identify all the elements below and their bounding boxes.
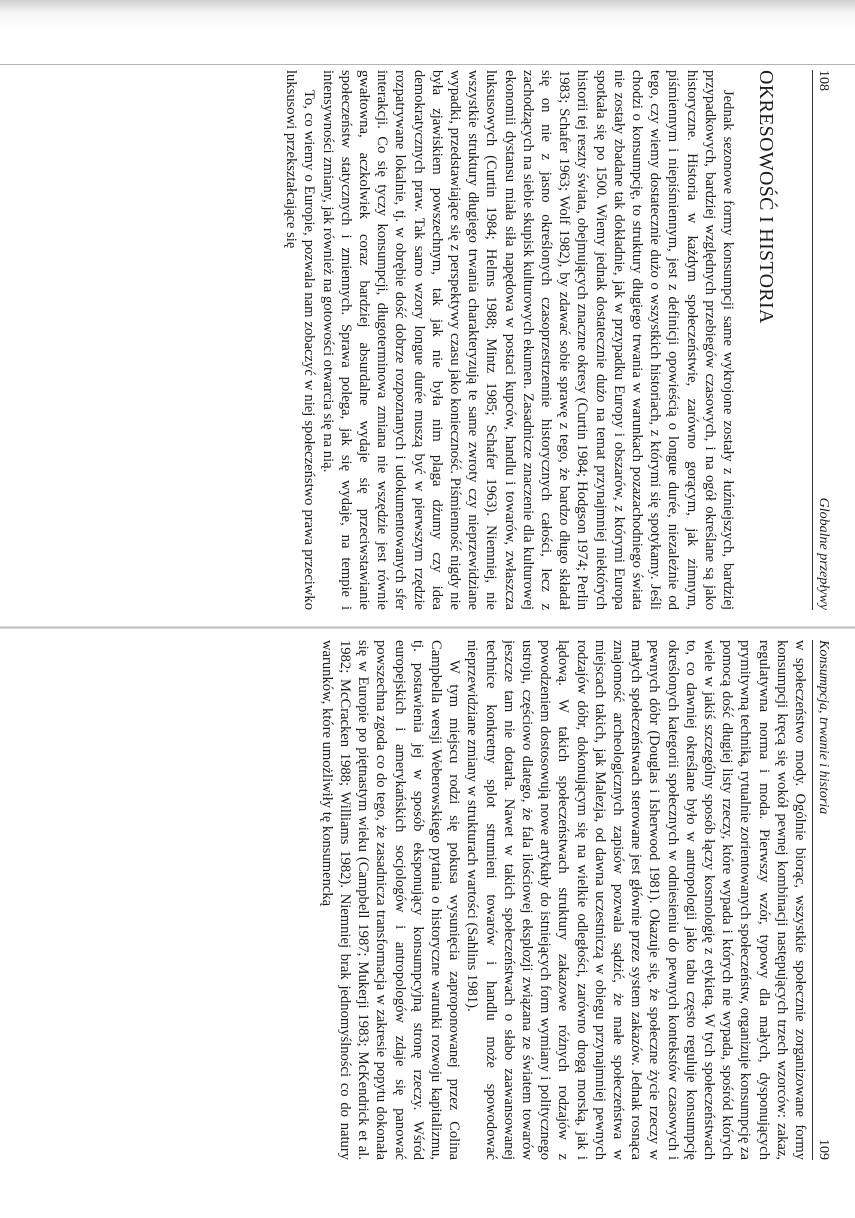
right-page-number: 109 <box>816 1139 831 1160</box>
right-page <box>0 640 855 1160</box>
left-page-number: 108 <box>816 70 831 91</box>
paragraph: To, co wiemy o Europie, pozwala nam zobaczyć w niej społeczeństwo prawa przeciwko luksusowi przekształcające się <box>283 70 318 610</box>
left-running-head: Globalne przepływy <box>816 497 831 610</box>
paragraph: W tym miejscu rodzi się pokusa wysunięcia zaproponowanej przez Colina Campbella wersji Weberowskiego pytania o historyczne warunki rozwoju kapitalizmu, tj. postawienia jej w sposób eksponujący konsumpcyjną stronę rzeczy. Wśród europejskich i amerykańskich socjologów i antropologów zdaje się panować powszechna zgoda co do tego, że zasadnicza transformacja w zakresie popytu dokonała się w Europie po piętnastym wieku (Campbell 1987; Mukerji 1983; McKendrick et al. 1982; McCracken 1988; Williams 1982). Niemniej brak jednomyślności co do natury warunków, które umożliwiły tę konsumencką <box>318 640 463 1160</box>
right-page-header <box>812 640 833 1160</box>
chapter-title: OKRESOWOŚĆ I HISTORIA <box>755 70 777 324</box>
right-running-head: Konsumpcja, trwanie i historia <box>816 640 831 815</box>
left-page <box>0 70 855 610</box>
paragraph: Jednak sezonowe formy konsumpcji same wykrojone zostały z łuźniejszych, bardziej przypadkowych, bardziej względnych przebiegów czasowych, i na ogół określane są jako historyczne. Historia w każdym społeczeństwie, zarówno gorącym, jak zimnym, piśmiennym i niepiśmiennym, jest z definicji opowieścią o longue durée, niezależnie od tego, czy wiemy dostatecznie dużo o wszystkich historiach, z którymi się spotykamy. Jeśli chodzi o konsumpcję, to struktury długiego trwania w warunkach pozazachodniego świata nie zostały zbadane tak dokładnie, jak w przypadku Europy i obszarów, z którymi Europa spotkała się po 1500. Wiemy jednak dostatecznie dużo na temat przynajmniej niektórych historii tej reszty świata, obejmujących znaczne okresy (Curtin 1984; Hodgson 1974; Perlin 1983; Schafer 1963; Wolf 1982), by zdawać sobie sprawę z tego, że bardzo długo składał się on nie z jasno określonych czasoprzestrzennie historycznych całości, lecz z zachodzących na siebie skupisk kulturowych ekumen. Zasadnicze znaczenie dla kulturowej ekonomii dystansu miała siła napędowa w postaci kupców, handlu i towarów, zwłaszcza luksusowych (Curtin 1984; Helms 1988; Mintz 1985; Schafer 1963). Niemniej, nie wszystkie struktury długiego trwania charakteryzują te same zwroty czy nieprzewidziane wypadki, przedstawiające się z perspektywy czasu jako konieczność. Piśmienność nigdy nie była zjawiskiem powszechnym, tak jak nie była nim plaga dżumy czy idea demokratycznych praw. Tak samo wzory longue durée muszą być w pierwszym rzędzie rozpatrywane lokalnie, tj. w obrębie dość dobrze rozpoznanych i udokumentowanych sfer interakcji. Co się tyczy konsumpcji, długoterminowa zmiana nie wszędzie jest równie gwałtowna, aczkolwiek coraz bardziej absurdalne wydaje się przeciwstawianie społeczeństw statycznych i zmiennych. Sprawa polega, jak się wydaje, na tempie i intensywności zmiany, jak również na gotowości otwarcia się na nią. <box>319 70 736 610</box>
right-page-body <box>9 640 809 1160</box>
left-page-header <box>812 70 833 610</box>
left-page-body <box>7 70 737 610</box>
paragraph: w społeczeństwo mody. Ogólnie biorąc, wszystkie społecznie zorganizowane formy konsumpcji kręcą się wokół pewnej kombinacji następujących trzech wzorców: zakaz, regulatywna norma i moda. Pierwszy wzór, typowy dla małych, dysponujących prymitywną techniką, rytualnie zorientowanych społeczeństw, organizuje konsumpcję za pomocą dość długiej listy rzeczy, które wypada i których nie wypada, spośród których wiele w jakiś szczególny sposób łączy kosmologię z etykietą. W tych społeczeństwach to, co dawniej określane było w antropologii jako tabu często reguluje konsumpcję określonych kategorii społecznych w odniesieniu do pewnych kontekstów czasowych i pewnych dóbr (Douglas i Isherwood 1981). Okazuje się, że społeczne życie rzeczy w małych społeczeństwach sterowane jest głównie przez system zakazów. Jednak rosnąca znajomość archeologicznych zapisów pozwala sądzić, że małe społeczeństwa w miejscach takich, jak Malezja, od dawna uczestniczą w obiegu przynajmniej pewnych rodzajów dóbr, dokonującym się na wielkie odległości, zarówno drogą morską, jak i lądową. W takich społeczeństwach struktury zakazowe różnych rodzajów z powodzeniem dostosowują nowe artykuły do istniejących form wymiany i politycznego ustroju, częściowo dlatego, że fala ilościowej eksplozji związana ze światem towarów jeszcze tam nie dotarła. Nawet w takich społeczeństwach o słabo zaawansowanej technice konkretny splot strumieni towarów i handlu może spowodować nieprzewidziane zmiany w strukturach wartości (Sahlins 1981). <box>464 640 808 1160</box>
